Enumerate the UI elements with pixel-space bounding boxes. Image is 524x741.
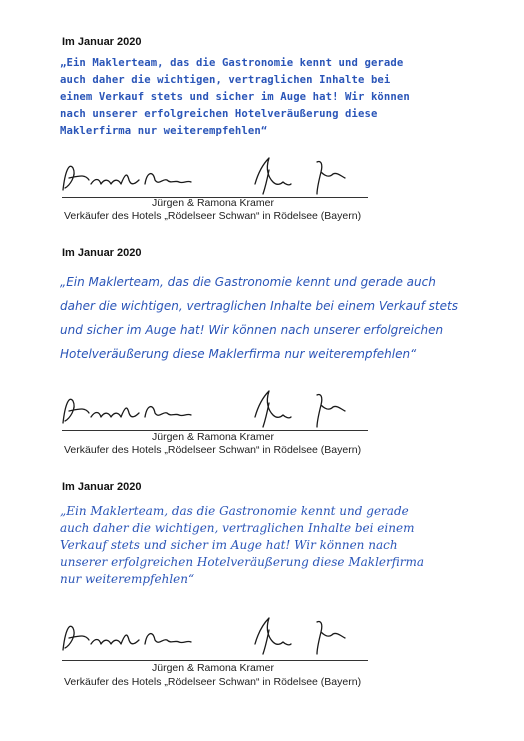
signer-role: Verkäufer des Hotels „Rödelseer Schwan“ in Rödelsee (Bayern) [64, 676, 362, 688]
quote-line: Verkauf stets und sicher im Auge hat! Wir können nach [60, 538, 398, 552]
quote-line: Hotelveräußerung diese Maklerfirma nur weiterempfehlen“ [60, 347, 417, 361]
testimonial-date: Im Januar 2020 [62, 36, 142, 48]
quote-line: nach unserer erfolgreichen Hotelveräußerung diese [60, 108, 378, 120]
quote-line: daher die wichtigen, vertraglichen Inhalte bei einem Verkauf stets [60, 299, 458, 313]
handwritten-signature [55, 610, 385, 660]
quote-line: und sicher im Auge hat! Wir können nach unserer erfolgreichen [60, 323, 444, 337]
testimonial-quote [60, 55, 480, 140]
handwritten-signature [55, 150, 385, 200]
quote-line: nur weiterempfehlen“ [60, 572, 195, 586]
signer-names: Jürgen & Ramona Kramer [152, 197, 274, 209]
quote-line: einem Verkauf stets und sicher im Auge hat! Wir können [60, 91, 410, 103]
signer-role: Verkäufer des Hotels „Rödelseer Schwan“ in Rödelsee (Bayern) [64, 210, 362, 222]
quote-line: unserer erfolgreichen Hotelveräußerung diese Maklerfirma [60, 555, 425, 569]
quote-line: Maklerfirma nur weiterempfehlen“ [60, 125, 268, 137]
signer-names: Jürgen & Ramona Kramer [152, 431, 274, 443]
signer-role: Verkäufer des Hotels „Rödelseer Schwan“ in Rödelsee (Bayern) [64, 444, 362, 456]
signer-names: Jürgen & Ramona Kramer [152, 662, 274, 674]
testimonial-quote [60, 503, 480, 588]
handwritten-signature [55, 383, 385, 433]
quote-line: „Ein Maklerteam, das die Gastronomie kennt und gerade auch [60, 275, 436, 289]
quote-line: „Ein Maklerteam, das die Gastronomie kennt und gerade [60, 504, 409, 518]
quote-line: „Ein Maklerteam, das die Gastronomie kennt und gerade [60, 57, 404, 69]
testimonial-date: Im Januar 2020 [62, 247, 142, 259]
testimonial-quote [60, 270, 480, 366]
signature-line [62, 660, 368, 661]
quote-line: auch daher die wichtigen, vertraglichen Inhalte bei [60, 74, 391, 86]
quote-line: auch daher die wichtigen, vertraglichen Inhalte bei einem [60, 521, 415, 535]
testimonial-date: Im Januar 2020 [62, 481, 142, 493]
